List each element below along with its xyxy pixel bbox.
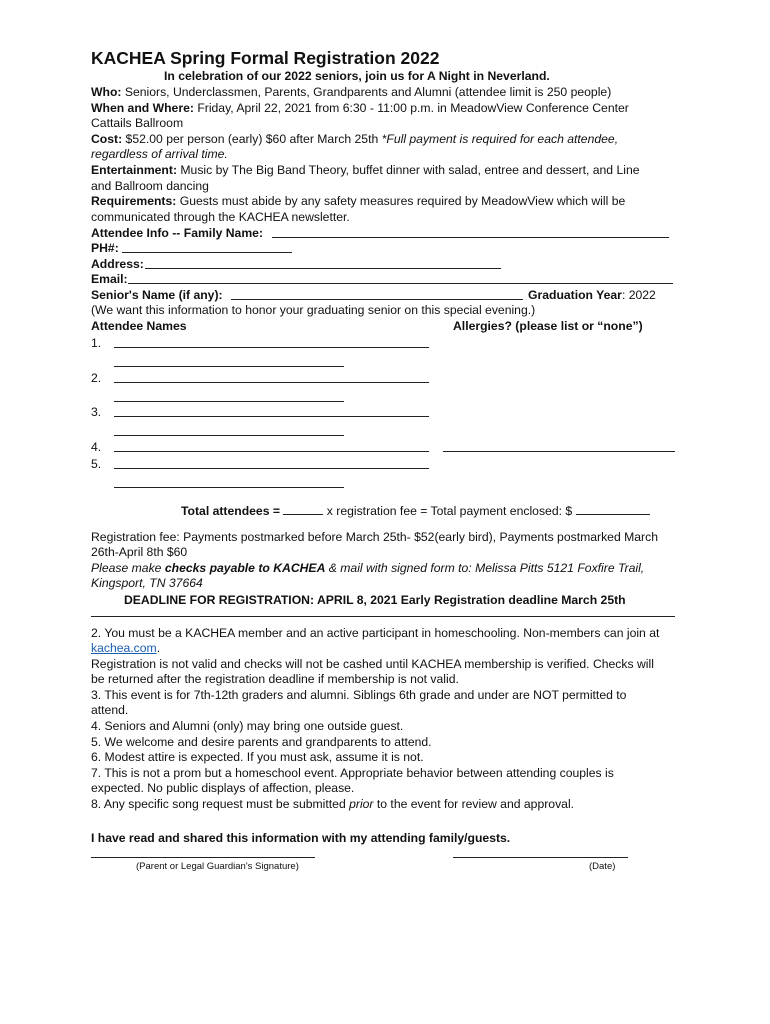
grad-year-label: Graduation Year: [528, 288, 622, 302]
attendee-3-allergy-field[interactable]: [114, 435, 344, 436]
attendee-4-allergy-field[interactable]: [443, 451, 675, 452]
link-suffix: .: [156, 641, 161, 655]
attendee-number: 1.: [91, 336, 102, 350]
kachea-link[interactable]: kachea.com: [91, 641, 157, 655]
acknowledgement: I have read and shared this information with my attending family/guests.: [91, 831, 511, 845]
fee-line-2: 26th-April 8th $60: [91, 545, 188, 559]
grad-year-line: [528, 288, 656, 304]
rule-6: 6. Modest attire is expected. If you must ask, assume it is not.: [91, 750, 424, 764]
divider: [91, 616, 675, 617]
date-caption: (Date): [589, 861, 616, 872]
senior-name-field[interactable]: [231, 299, 523, 300]
fee-line-1: Registration fee: Payments postmarked before March 25th- $52(early bird), Payments postmarked March: [91, 530, 658, 544]
date-field[interactable]: [453, 857, 628, 858]
cost-line: [91, 132, 618, 148]
attendee-2-allergy-field[interactable]: [114, 401, 344, 402]
mailing-address: Kingsport, TN 37664: [91, 576, 203, 590]
entertainment-text: Music by The Big Band Theory, buffet dinner with salad, entree and dessert, and Line: [180, 163, 640, 177]
rule-8-suffix: to the event for review and approval.: [373, 797, 575, 811]
attendee-number: 3.: [91, 405, 102, 419]
senior-name-label: Senior's Name (if any):: [91, 288, 223, 302]
attendee-5-allergy-field[interactable]: [114, 487, 344, 488]
rule-2c: be returned after the registration deadline if membership is not valid.: [91, 672, 459, 686]
guardian-signature-field[interactable]: [91, 857, 315, 858]
phone-field[interactable]: [122, 252, 292, 253]
attendee-1-name-field[interactable]: [114, 347, 429, 348]
subtitle: In celebration of our 2022 seniors, join us for A Night in Neverland.: [164, 69, 550, 83]
family-name-field[interactable]: [272, 237, 669, 238]
rule-5: 5. We welcome and desire parents and grandparents to attend.: [91, 735, 432, 749]
pay-suffix: & mail with signed form to: Melissa Pitts 5121 Foxfire Trail,: [325, 561, 645, 575]
attendee-2-name-field[interactable]: [114, 382, 429, 383]
total-attendees-field[interactable]: [283, 503, 323, 515]
attendee-number: 5.: [91, 457, 102, 471]
payment-instructions: [91, 561, 644, 577]
page-title: KACHEA Spring Formal Registration 2022: [91, 48, 440, 68]
when-text: Friday, April 22, 2021 from 6:30 - 11:00 p.m. in MeadowView Conference Center: [197, 101, 629, 115]
grad-year-value: : 2022: [621, 288, 656, 302]
rule-8-italic: prior: [349, 797, 374, 811]
rule-2-link-line: [91, 641, 160, 657]
rule-3a: 3. This event is for 7th-12th graders and alumni. Siblings 6th grade and under are NOT permitted to: [91, 688, 627, 702]
requirements-text-2: communicated through the KACHEA newsletter.: [91, 210, 350, 224]
pay-prefix: Please make: [91, 561, 165, 575]
when-text-2: Cattails Ballroom: [91, 116, 184, 130]
requirements-label: Requirements:: [91, 194, 177, 208]
pay-bold: checks payable to KACHEA: [164, 561, 326, 575]
rule-2b: Registration is not valid and checks will not be cashed until KACHEA membership is verified. Checks will: [91, 657, 654, 671]
entertainment-line: [91, 163, 640, 179]
entertainment-text-2: and Ballroom dancing: [91, 179, 209, 193]
when-line: [91, 101, 629, 117]
total-line: [181, 503, 650, 520]
rule-4: 4. Seniors and Alumni (only) may bring one outside guest.: [91, 719, 404, 733]
requirements-line: [91, 194, 625, 210]
rule-8-prefix: 8. Any specific song request must be submitted: [91, 797, 350, 811]
attendee-names-header: Attendee Names: [91, 319, 187, 333]
total-attendees-label: Total attendees =: [181, 504, 280, 518]
fee-formula: x registration fee = Total payment enclosed: $: [326, 504, 573, 518]
email-label: Email:: [91, 272, 128, 286]
address-label: Address:: [91, 257, 144, 271]
attendee-1-allergy-field[interactable]: [114, 366, 344, 367]
who-label: Who:: [91, 85, 122, 99]
entertainment-label: Entertainment:: [91, 163, 177, 177]
who-text: Seniors, Underclassmen, Parents, Grandparents and Alumni (attendee limit is 250 people): [124, 85, 612, 99]
attendee-5-name-field[interactable]: [114, 468, 429, 469]
deadline: DEADLINE FOR REGISTRATION: APRIL 8, 2021 Early Registration deadline March 25th: [124, 593, 626, 607]
payment-enclosed-field[interactable]: [576, 503, 650, 515]
honor-note: (We want this information to honor your graduating senior on this special evening.): [91, 303, 536, 317]
email-field[interactable]: [128, 283, 673, 284]
cost-note-2: regardless of arrival time.: [91, 147, 228, 161]
attendee-4-name-field[interactable]: [114, 451, 429, 452]
rule-7a: 7. This is not a prom but a homeschool event. Appropriate behavior between attending couples is: [91, 766, 614, 780]
phone-label: PH#:: [91, 241, 119, 255]
address-field[interactable]: [145, 268, 501, 269]
guardian-signature-caption: (Parent or Legal Guardian's Signature): [136, 861, 299, 872]
attendee-3-name-field[interactable]: [114, 416, 429, 417]
cost-note: *Full payment is required for each attendee,: [381, 132, 619, 146]
rule-2a: 2. You must be a KACHEA member and an active participant in homeschooling. Non-members can join at: [91, 626, 660, 640]
allergies-header: Allergies? (please list or “none”): [453, 319, 643, 333]
rule-8: [91, 797, 574, 813]
cost-text: $52.00 per person (early) $60 after March 25th: [125, 132, 379, 146]
when-label: When and Where:: [91, 101, 194, 115]
family-name-label: Attendee Info -- Family Name:: [91, 226, 263, 240]
rule-7b: expected. No public displays of affection, please.: [91, 781, 355, 795]
requirements-text: Guests must abide by any safety measures required by MeadowView which will be: [179, 194, 626, 208]
cost-label: Cost:: [91, 132, 123, 146]
rule-3b: attend.: [91, 703, 129, 717]
who-line: [91, 85, 611, 101]
attendee-number: 2.: [91, 371, 102, 385]
attendee-number: 4.: [91, 440, 102, 454]
